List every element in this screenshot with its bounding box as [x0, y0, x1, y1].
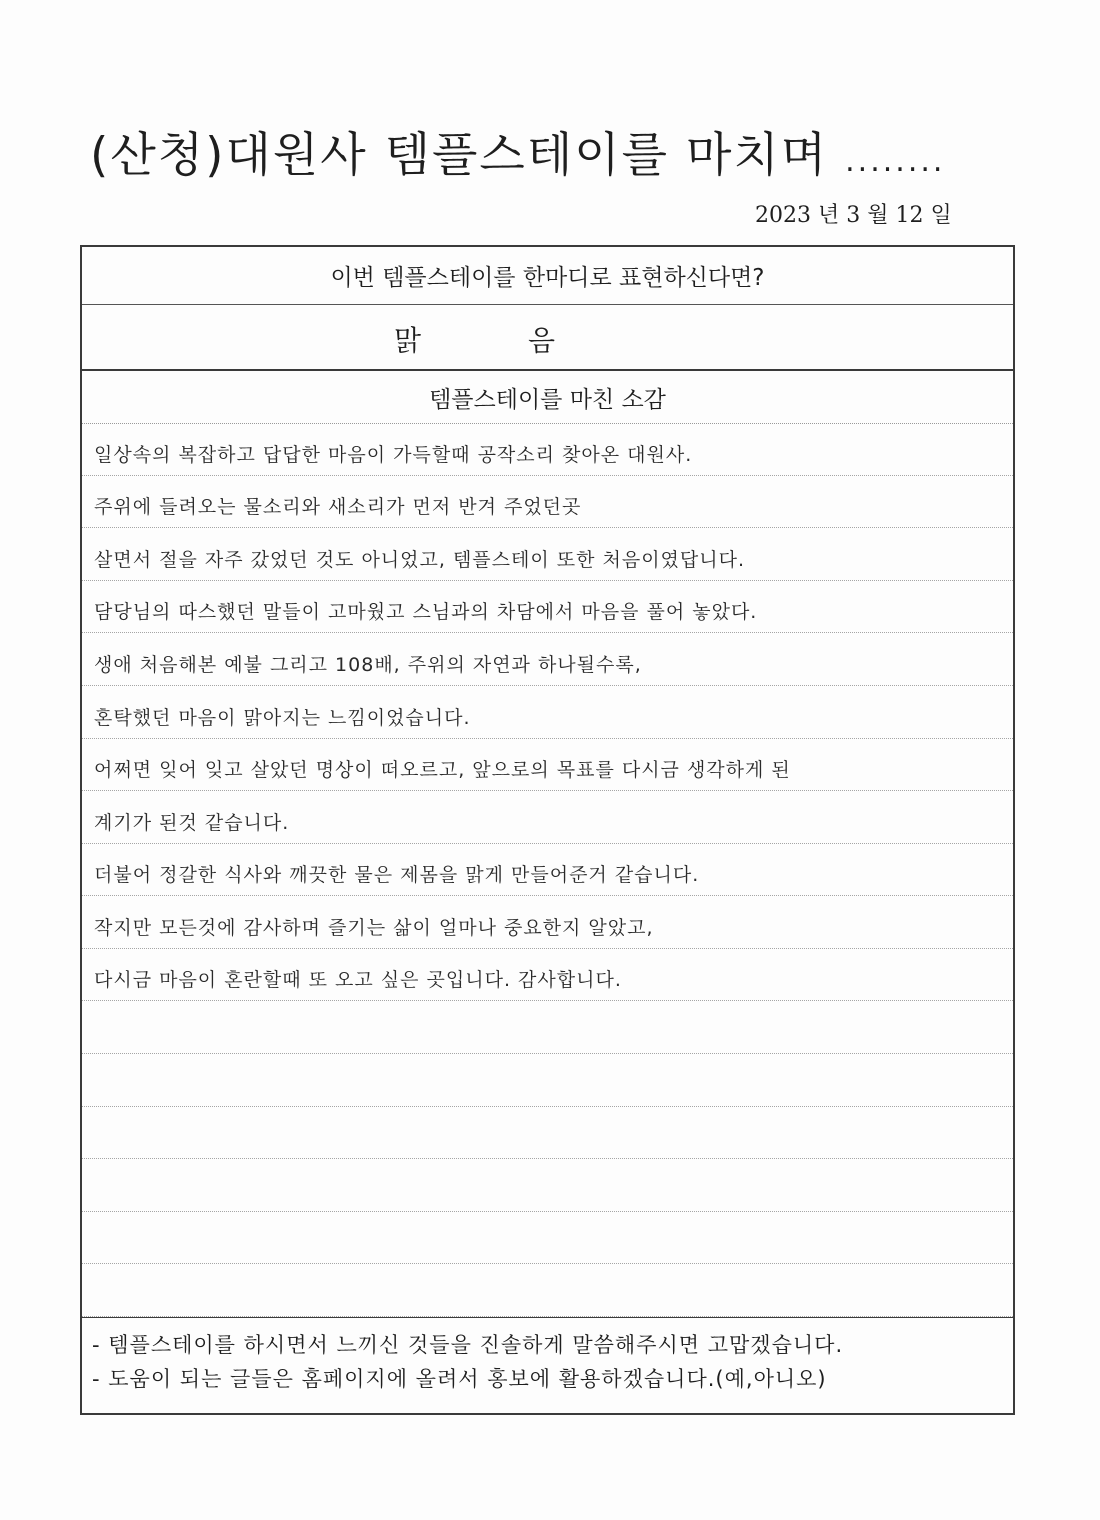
question-one-word: 이번 템플스테이를 한마디로 표현하신다면? [82, 247, 1013, 305]
writing-line[interactable] [82, 844, 1013, 897]
answer-char-1: 맑 [394, 324, 422, 357]
title-dots: ........ [845, 144, 946, 179]
handwritten-text: 혼탁했던 마음이 맑아지는 느낌이었습니다. [94, 706, 471, 729]
handwritten-text: 작지만 모든것에 감사하며 즐기는 삶이 얼마나 중요한지 알았고, [94, 916, 654, 939]
question-impressions: 템플스테이를 마친 소감 [82, 371, 1013, 424]
handwritten-text: 담당님의 따스했던 말들이 고마웠고 스님과의 차담에서 마음을 풀어 놓았다. [94, 601, 758, 624]
writing-line[interactable] [82, 791, 1013, 844]
notes-section [82, 1317, 1013, 1413]
title-text: (산청)대원사 템플스테이를 마치며 [90, 128, 829, 183]
writing-line[interactable] [82, 896, 1013, 949]
handwritten-text: 생애 처음해본 예불 그리고 108배, 주위의 자연과 하나될수록, [94, 653, 642, 676]
reflection-form [80, 245, 1015, 1415]
writing-line[interactable] [82, 949, 1013, 1002]
writing-line[interactable] [82, 739, 1013, 792]
handwritten-text: 살면서 절을 자주 갔었던 것도 아니었고, 템플스테이 또한 처음이였답니다. [94, 548, 746, 571]
page-title [90, 118, 1050, 188]
writing-line[interactable] [82, 1107, 1013, 1160]
handwritten-text: 어쩌면 잊어 잊고 살았던 명상이 떠오르고, 앞으로의 목표를 다시금 생각하게 된 [94, 759, 791, 782]
handwritten-text: 주위에 들려오는 물소리와 새소리가 먼저 반겨 주었던곳 [94, 496, 582, 519]
writing-line[interactable] [82, 1212, 1013, 1265]
handwritten-text: 더불어 정갈한 식사와 깨끗한 물은 제몸을 맑게 만들어준거 같습니다. [94, 864, 700, 887]
writing-line[interactable] [82, 686, 1013, 739]
handwritten-text: 다시금 마음이 혼란할때 또 오고 싶은 곳입니다. 감사합니다. [94, 969, 622, 992]
answer-one-word-field[interactable] [82, 305, 1013, 371]
writing-line[interactable] [82, 528, 1013, 581]
writing-line[interactable] [82, 1159, 1013, 1212]
writing-line[interactable] [82, 1001, 1013, 1054]
writing-line[interactable] [82, 423, 1013, 476]
writing-line[interactable] [82, 1054, 1013, 1107]
note-line-2: - 도움이 되는 글들은 홈페이지에 올려서 홍보에 활용하겠습니다.(예,아니오) [92, 1367, 827, 1391]
handwritten-text: 계기가 된것 같습니다. [94, 811, 290, 834]
writing-line[interactable] [82, 1264, 1013, 1317]
writing-line[interactable] [82, 476, 1013, 529]
answer-char-2: 음 [528, 324, 556, 357]
handwritten-text: 일상속의 복잡하고 답답한 마음이 가득할때 공작소리 찾아온 대원사. [94, 443, 693, 466]
date-line: 2023 년 3 월 12 일 [755, 203, 952, 228]
writing-line[interactable] [82, 633, 1013, 686]
note-line-1: - 템플스테이를 하시면서 느끼신 것들을 진솔하게 말씀해주시면 고맙겠습니다. [92, 1333, 844, 1357]
writing-line[interactable] [82, 581, 1013, 634]
impressions-lines[interactable] [82, 423, 1013, 1317]
